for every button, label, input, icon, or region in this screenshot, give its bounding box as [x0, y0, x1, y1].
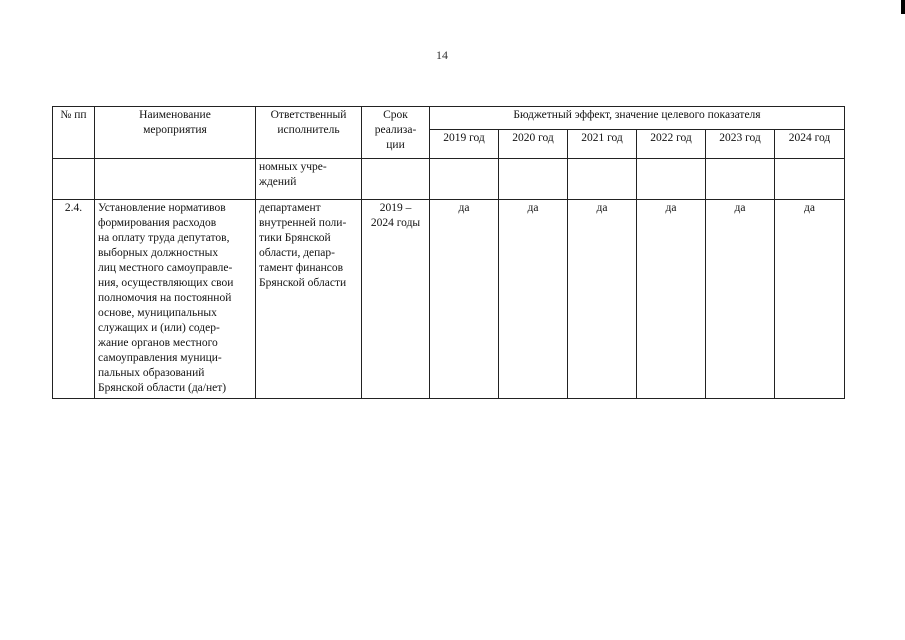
table-row — [53, 200, 845, 399]
table-row — [53, 159, 845, 200]
activities-table — [52, 106, 845, 399]
cell-num: 2.4. — [53, 200, 95, 399]
header-executor: Ответственный исполнитель — [256, 107, 362, 159]
cell-value: да — [430, 200, 499, 399]
cell-value: да — [568, 200, 637, 399]
header-year: 2019 год — [430, 130, 499, 159]
header-year: 2021 год — [568, 130, 637, 159]
cell-value: да — [637, 200, 706, 399]
header-term: Срок реализа- ции — [362, 107, 430, 159]
cell-executor: департамент внутренней поли- тики Брянской области, депар- тамент финансов Брянской области — [256, 200, 362, 399]
cell-value: да — [499, 200, 568, 399]
header-name: Наименование мероприятия — [95, 107, 256, 159]
scan-edge-mark — [901, 0, 905, 14]
cell-value — [499, 159, 568, 200]
cell-name: Установление нормативов формирования расходов на оплату труда депутатов, выборных должностных лиц местного самоуправле- ния, осуществляющих свои полномочия на постоянной основе, муниципальных служащих и (или) содер- жание органов местного самоуправления муници- пальных образований Брянской области (да/нет) — [95, 200, 256, 399]
header-year: 2022 год — [637, 130, 706, 159]
cell-value — [568, 159, 637, 200]
cell-value — [430, 159, 499, 200]
cell-name — [95, 159, 256, 200]
header-year: 2024 год — [775, 130, 845, 159]
cell-value: да — [706, 200, 775, 399]
page-number: 14 — [436, 48, 448, 62]
cell-value — [637, 159, 706, 200]
header-num: № пп — [53, 107, 95, 159]
cell-term — [362, 159, 430, 200]
header-year: 2023 год — [706, 130, 775, 159]
cell-num — [53, 159, 95, 200]
header-budget-effect: Бюджетный эффект, значение целевого показателя — [430, 107, 845, 130]
cell-executor: номных учре- ждений — [256, 159, 362, 200]
cell-term: 2019 – 2024 годы — [362, 200, 430, 399]
table-header-row — [53, 107, 845, 130]
cell-value — [706, 159, 775, 200]
header-year: 2020 год — [499, 130, 568, 159]
cell-value — [775, 159, 845, 200]
cell-value: да — [775, 200, 845, 399]
